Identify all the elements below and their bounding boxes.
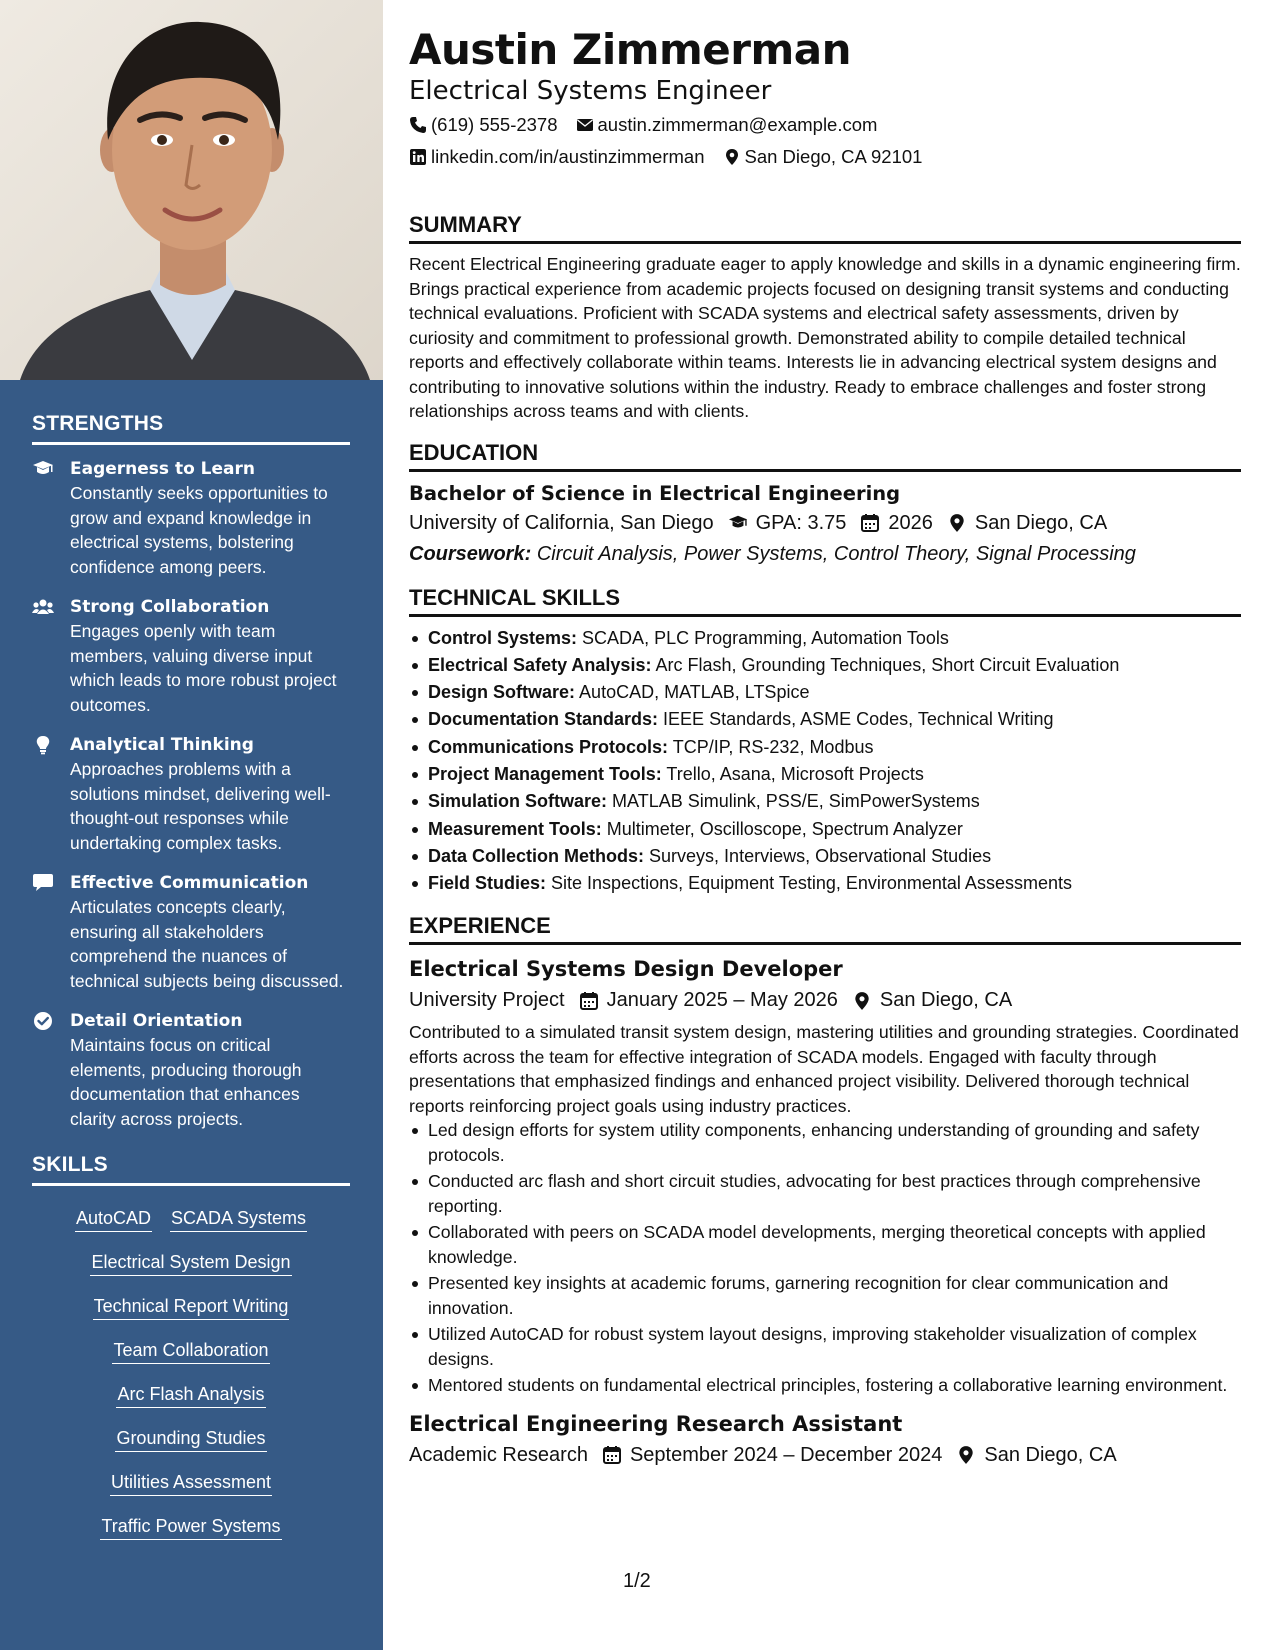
skill-chip: AutoCAD [75,1206,152,1232]
contact-row [409,142,1241,172]
strength-desc: Articulates concepts clearly, ensuring all stakeholders comprehend the nuances of technical subjects being discussed. [70,897,344,991]
map-pin-icon [723,148,741,166]
skill-label: Electrical Safety Analysis: [428,654,652,675]
profile-photo [0,0,383,380]
job-org-text: Academic Research [409,1443,588,1466]
school-text: University of California, San Diego [409,511,714,534]
skill-label: Measurement Tools: [428,818,602,839]
strength-desc: Maintains focus on critical elements, producing thorough documentation that enhances clarity across projects. [70,1035,302,1129]
job-bullets [409,1118,1241,1398]
technical-skills-heading: TECHNICAL SKILLS [409,585,1241,617]
job-org [409,1440,588,1471]
strength-item [32,595,350,717]
list-item [409,788,1241,815]
year-text: 2026 [888,511,933,534]
list-item: Utilized AutoCAD for robust system layout designs, improving stakeholder visualization of complex designs. [409,1322,1241,1371]
education-heading: EDUCATION [409,440,1241,472]
sidebar [0,0,383,1650]
graduate-icon [728,513,748,533]
location-text: San Diego, CA 92101 [744,146,923,167]
comment-icon [32,871,70,993]
phone-text: (619) 555-2378 [431,114,558,135]
strength-title: Strong Collaboration [70,597,270,617]
map-pin-icon [956,1445,976,1465]
list-item: Led design efforts for system utility components, enhancing understanding of grounding and safety protocols. [409,1118,1241,1167]
job-title: Electrical Systems Design Developer [409,957,843,982]
email-text: austin.zimmerman@example.com [597,114,878,135]
list-item [409,679,1241,706]
summary-heading: SUMMARY [409,212,1241,244]
strength-item [32,871,350,993]
contact-row [409,110,1241,140]
strength-title: Detail Orientation [70,1011,243,1031]
skill-value: AutoCAD, MATLAB, LTSpice [579,682,810,703]
skill-value: IEEE Standards, ASME Codes, Technical Writing [663,709,1054,730]
map-pin-icon [852,991,872,1011]
list-item: Mentored students on fundamental electrical principles, fostering a collaborative learning environment. [409,1373,1241,1398]
education-meta [409,508,1241,539]
skill-chip: Grounding Studies [115,1426,266,1452]
list-item: Presented key insights at academic forums, garnering recognition for clear communication and innovation. [409,1271,1241,1320]
skill-value: Surveys, Interviews, Observational Studies [649,845,992,866]
year [860,508,933,539]
job-dates [579,985,838,1016]
job-location-text: San Diego, CA [984,1443,1117,1466]
candidate-name: Austin Zimmerman [409,25,851,74]
phone [409,110,558,140]
graduate-icon [32,457,70,579]
skill-chip: Electrical System Design [90,1250,291,1276]
degree-title: Bachelor of Science in Electrical Engineering [409,481,901,505]
page-number: 1/2 [623,1570,651,1592]
experience-heading: EXPERIENCE [409,913,1241,945]
gpa-text: GPA: 3.75 [755,511,847,534]
job-location [852,985,1012,1016]
strength-item [32,733,350,855]
job-org-text: University Project [409,989,565,1012]
job-dates-text: January 2025 – May 2026 [606,989,838,1012]
strength-desc: Constantly seeks opportunities to grow and expand knowledge in electrical systems, bolstering confidence among peers. [70,483,328,577]
job-dates [602,1440,942,1471]
coursework-label: Coursework: [409,542,532,565]
job-meta [409,985,1241,1016]
skill-value: SCADA, PLC Programming, Automation Tools [582,627,949,648]
skill-label: Communications Protocols: [428,736,669,757]
list-item: Collaborated with peers on SCADA model developments, merging theoretical concepts with applied knowledge. [409,1220,1241,1269]
calendar-icon [579,991,599,1011]
skill-value: Multimeter, Oscilloscope, Spectrum Analyzer [606,818,963,839]
school [409,508,714,539]
skills-heading: SKILLS [32,1153,350,1186]
calendar-icon [860,513,880,533]
job-meta [409,1440,1241,1471]
job-location [956,1440,1116,1471]
list-item: Conducted arc flash and short circuit studies, advocating for best practices through comprehensive reporting. [409,1169,1241,1218]
linkedin-text: linkedin.com/in/austinzimmerman [431,146,705,167]
phone-icon [409,116,427,134]
list-item [409,816,1241,843]
main-column [409,24,1241,1471]
users-icon [32,595,70,717]
skills-chips [32,1198,350,1540]
job-dates-text: September 2024 – December 2024 [629,1443,943,1466]
skill-value: TCP/IP, RS-232, Modbus [672,736,874,757]
strengths-heading: STRENGTHS [32,412,350,445]
strength-item [32,457,350,579]
linkedin[interactable] [409,142,705,172]
skill-label: Control Systems: [428,627,578,648]
job-title: Electrical Engineering Research Assistant [409,1411,903,1436]
skill-label: Documentation Standards: [428,709,659,730]
skill-label: Simulation Software: [428,791,608,812]
strength-title: Analytical Thinking [70,735,254,755]
list-item [409,734,1241,761]
strength-title: Effective Communication [70,873,309,893]
skill-chip: Team Collaboration [112,1338,269,1364]
edu-location-text: San Diego, CA [974,511,1108,534]
strength-desc: Engages openly with team members, valuing diverse input which leads to more robust project outcomes. [70,621,337,715]
skill-label: Design Software: [428,682,576,703]
skill-label: Data Collection Methods: [428,845,645,866]
candidate-role: Electrical Systems Engineer [409,76,772,106]
strength-title: Eagerness to Learn [70,459,255,479]
skill-value: Arc Flash, Grounding Techniques, Short Circuit Evaluation [655,654,1120,675]
skill-value: MATLAB Simulink, PSS/E, SimPowerSystems [612,791,980,812]
job-description: Contributed to a simulated transit system design, mastering utilities and grounding strategies. Coordinated efforts across the team for effective integration of SCADA models. Engaged with faculty through presentations that emphasized findings and enhanced project visibility. Delivered thorough technical reports reinforcing project goals using industry practices. [409,1022,1239,1116]
linkedin-icon [409,148,427,166]
list-item [409,652,1241,679]
list-item [409,706,1241,733]
coursework [409,539,1241,569]
lightbulb-icon [32,733,70,855]
check-circle-icon [32,1009,70,1131]
skill-value: Trello, Asana, Microsoft Projects [666,763,924,784]
summary-text: Recent Electrical Engineering graduate eager to apply knowledge and skills in a dynamic engineering firm. Brings practical experience from academic projects focused on designing transit systems and conducting technical evaluations. Proficient with SCADA systems and electrical safety assessments, driven by curiosity and commitment to professional growth. Demonstrated ability to compile detailed technical reports and effectively collaborate within teams. Interests lie in advancing electrical system designs and contributing to innovative solutions within the industry. Ready to embrace challenges and foster strong relationships across teams and with clients. [409,254,1241,421]
skill-chip: Utilities Assessment [110,1470,272,1496]
list-item [409,625,1241,652]
job-org [409,985,565,1016]
skill-label: Project Management Tools: [428,763,662,784]
strength-item [32,1009,350,1131]
strength-desc: Approaches problems with a solutions mindset, delivering well-thought-out responses while undertaking complex tasks. [70,759,331,853]
technical-skills-list [409,625,1241,898]
email[interactable] [576,110,878,140]
envelope-icon [576,116,594,134]
skill-chip: Arc Flash Analysis [116,1382,265,1408]
list-item [409,761,1241,788]
location [723,142,923,172]
coursework-text: Circuit Analysis, Power Systems, Control Theory, Signal Processing [536,542,1136,565]
list-item [409,870,1241,897]
calendar-icon [602,1445,622,1465]
skill-chip: SCADA Systems [170,1206,307,1232]
edu-location [947,508,1107,539]
gpa [728,508,847,539]
skill-chip: Technical Report Writing [93,1294,290,1320]
skill-value: Site Inspections, Equipment Testing, Environmental Assessments [551,873,1072,894]
list-item [409,843,1241,870]
skill-chip: Traffic Power Systems [100,1514,281,1540]
map-pin-icon [947,513,967,533]
skill-label: Field Studies: [428,873,547,894]
job-location-text: San Diego, CA [879,989,1013,1012]
